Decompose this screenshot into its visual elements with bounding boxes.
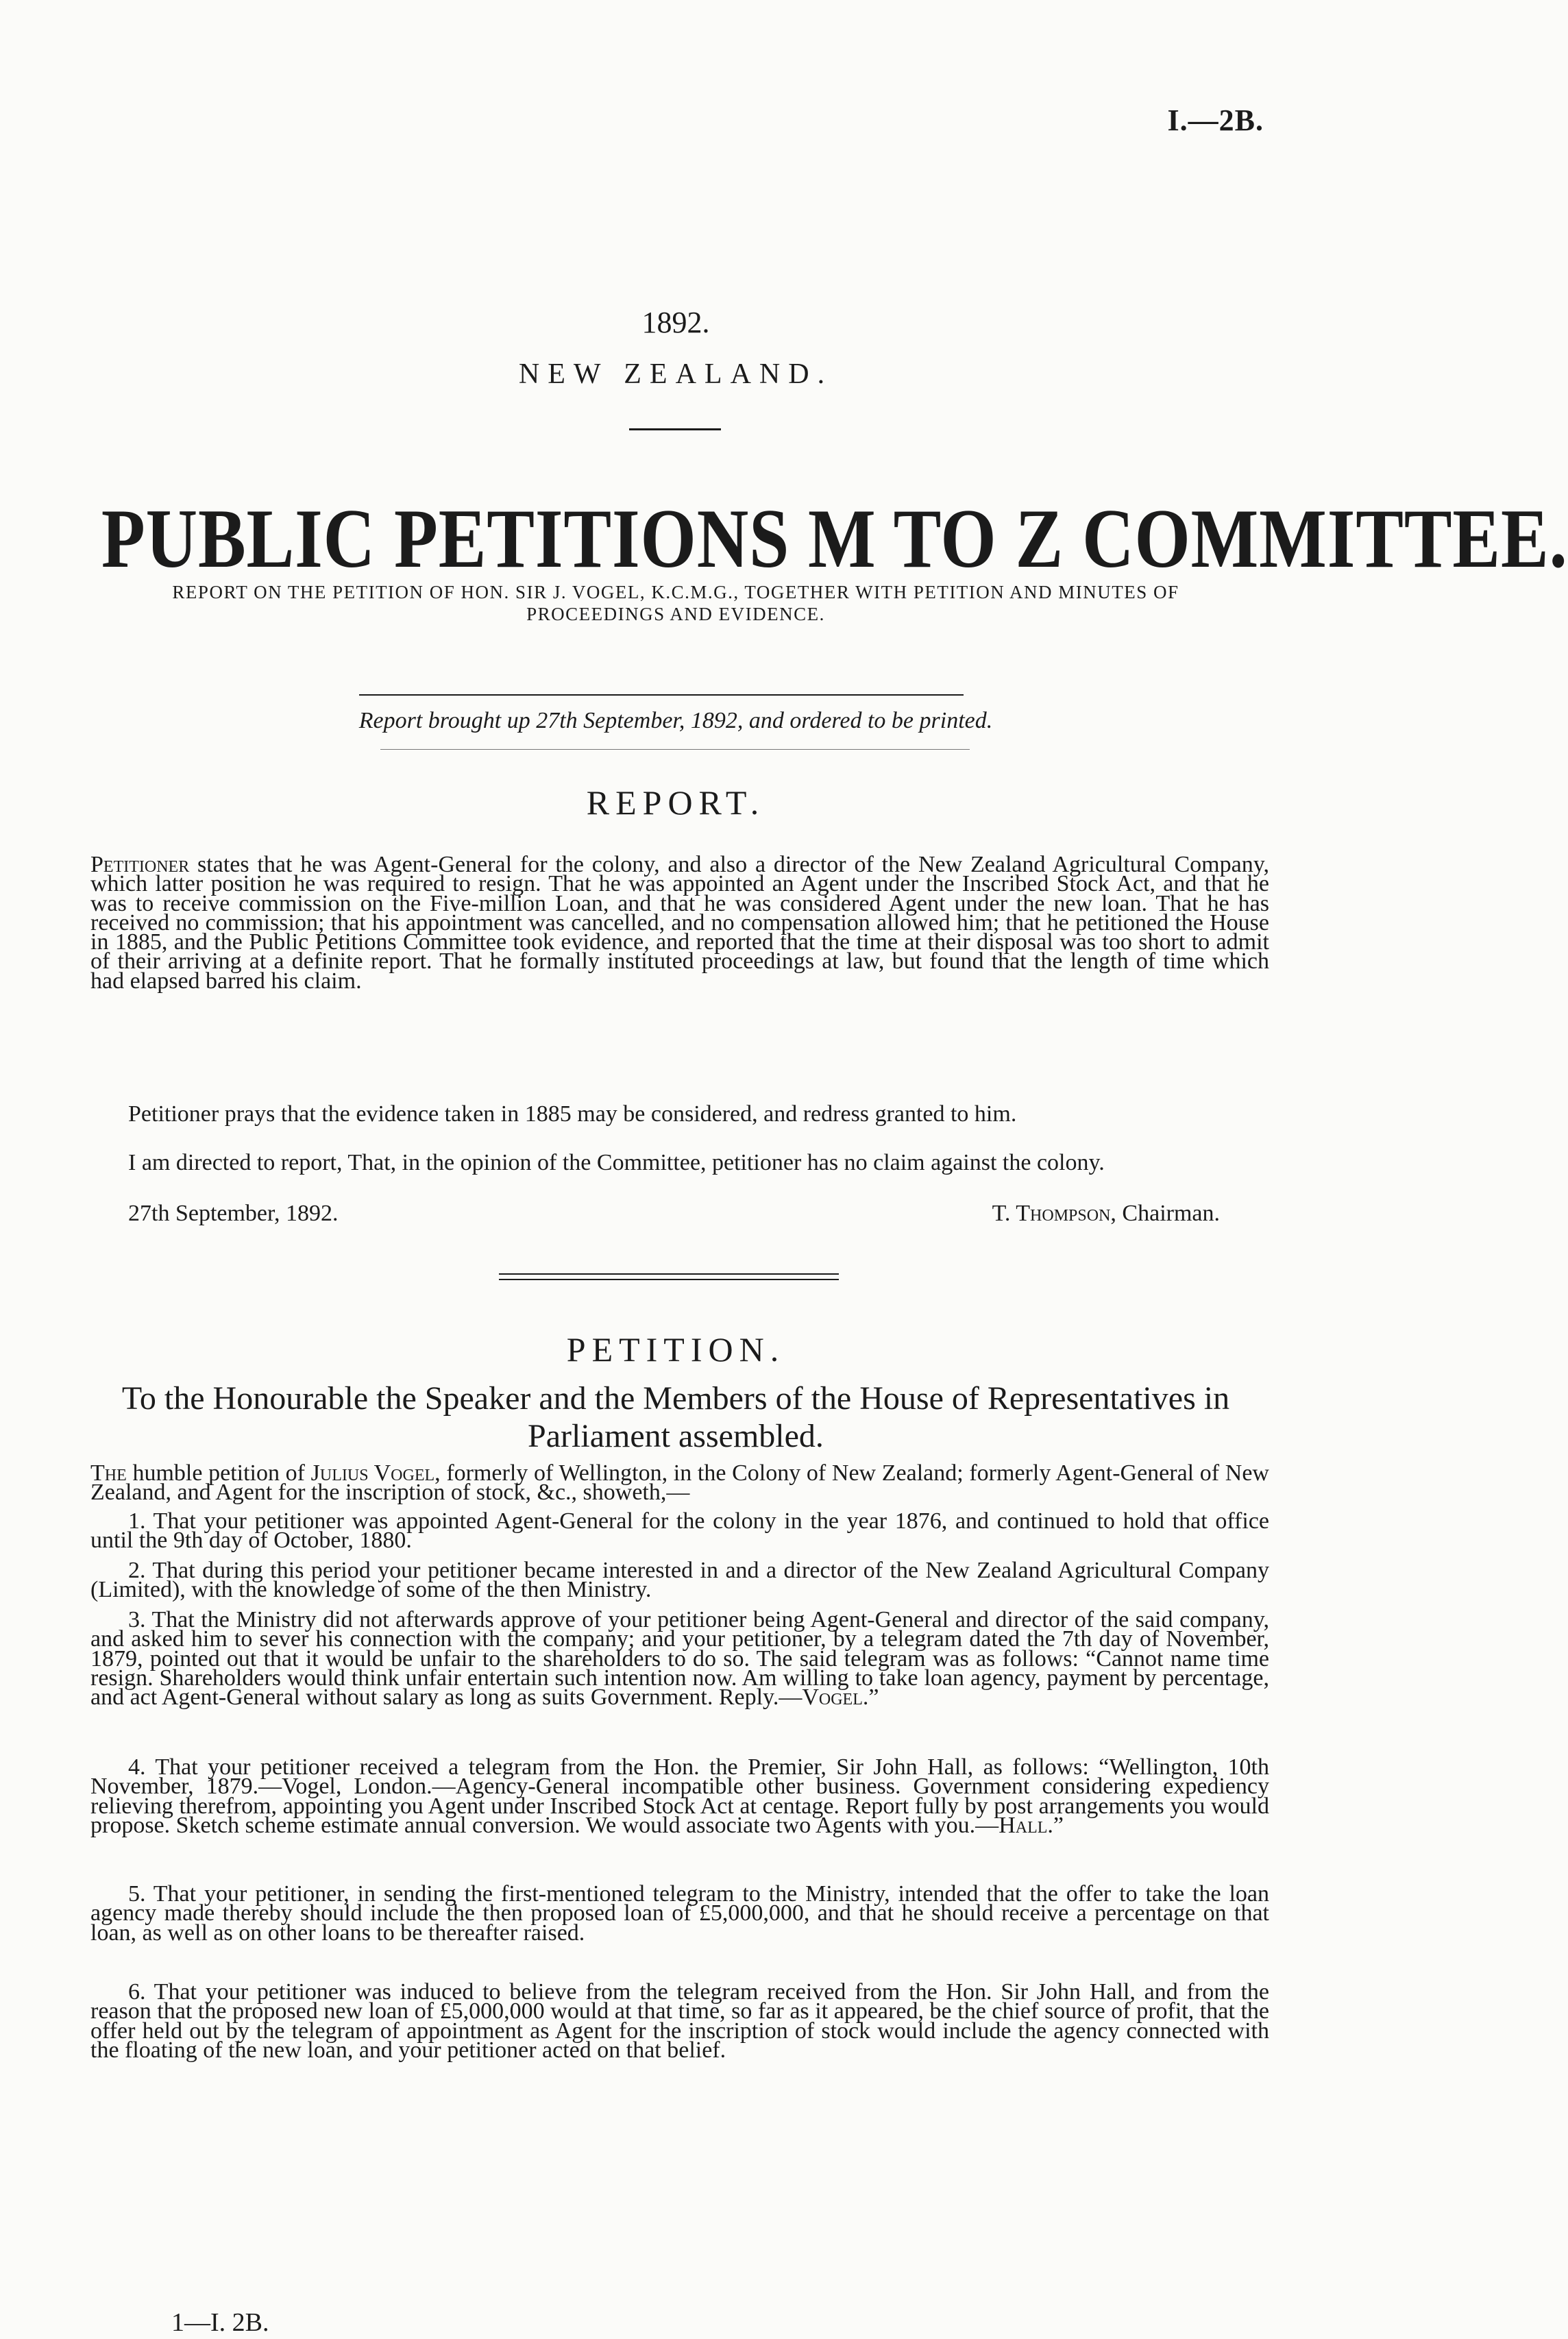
vogel-signature: Vogel	[802, 1685, 863, 1711]
report-date: 27th September, 1892.	[128, 1201, 339, 1226]
country-heading: NEW ZEALAND.	[518, 358, 833, 390]
petition-heading: PETITION.	[566, 1330, 785, 1369]
petition-item-1: 1. That your petitioner was appointed Agent-General for the colony in the year 1876, and continued to hold that office until the 9th day of October, 1880.	[90, 1508, 1269, 1554]
petition-item-6: 6. That your petitioner was induced to believe from the telegram received from the Hon. Sir John Hall, and from the reason that the proposed new loan of £5,000,000 would at that time, so far as it appeared, be the chief source of profit, that the offer held out by the telegram of appointment as Agent for the inscription of stock would include the agency connected with the floating of the new loan, and your petitioner acted on that belief.	[90, 1979, 1269, 2063]
petitioner-name: Julius Vogel	[310, 1460, 435, 1486]
report-signature-line	[128, 1201, 1220, 1227]
report-lead-word: Petitioner	[90, 852, 190, 877]
report-paragraph-2: Petitioner prays that the evidence taken in 1885 may be considered, and redress granted to him.	[128, 1101, 1017, 1127]
petition-item-4-end: .”	[1047, 1812, 1064, 1838]
petition-item-3-end: .”	[862, 1685, 879, 1711]
petition-lead-word: The	[90, 1460, 127, 1486]
brought-up-top-rule	[359, 694, 964, 696]
petition-item-2: 2. That during this period your petitioner became interested in and a director of the New Zealand Agricultural Company (Limited), with the knowledge of some of the then Ministry.	[90, 1558, 1269, 1603]
petition-intro-text-a: humble petition of	[126, 1460, 311, 1486]
report-signatory	[992, 1201, 1220, 1227]
page-signature-ref: 1—I. 2B.	[171, 2308, 269, 2337]
title-divider	[629, 428, 721, 430]
petition-item-3-text: 3. That the Ministry did not afterwards approve of your petitioner being Agent-General and director of the said company, and asked him to sever his connection with the company; and your petitioner, by a telegram dated the 7th day of November, 1879, pointed out that it would be unfair to the shareholders to do so. The said telegram was as follows: “Cannot name time resign. Shareholders would think unfair entertain such intention now. Am willing to take loan agency, payment by percentage, and act Agent-General without salary as long as suits Government. Reply.—	[90, 1607, 1269, 1711]
page-title: PUBLIC PETITIONS M TO Z COMMITTEE.	[101, 491, 1568, 585]
petition-item-4	[90, 1754, 1269, 1838]
brought-up-note: Report brought up 27th September, 1892, and ordered to be printed.	[358, 708, 993, 733]
document-year: 1892.	[641, 306, 710, 339]
petition-item-4-text: 4. That your petitioner received a telegram from the Hon. the Premier, Sir John Hall, as follows: “Wellington, 10th November, 1879.—Vogel, London.—Agency-General incompatible other business. Government considering expediency relieving therefrom, appointing you Agent under Inscribed Stock Act at centage. Report fully by post arrangements you would propose. Sketch scheme estimate annual conversion. We would associate two Agents with you.—	[90, 1754, 1269, 1838]
petition-item-5: 5. That your petitioner, in sending the first-mentioned telegram to the Ministry, intended that the offer to take the loan agency made thereby should include the then proposed loan of £5,000,000, and that he should receive a percentage on that loan, as well as on other loans to be thereafter raised.	[90, 1881, 1269, 1946]
report-paragraph-3: I am directed to report, That, in the opinion of the Committee, petitioner has no claim against the colony.	[128, 1150, 1105, 1175]
petition-item-3	[90, 1607, 1269, 1711]
signatory-role: , Chairman.	[1110, 1201, 1220, 1226]
page-reference: I.—2B.	[1167, 103, 1264, 137]
report-paragraph-1	[90, 852, 1269, 994]
hall-signature: Hall	[999, 1812, 1048, 1838]
report-heading: REPORT.	[586, 783, 765, 822]
section-double-rule-bottom	[499, 1279, 839, 1280]
petition-address: To the Honourable the Speaker and the Members of the House of Representatives in Parliament assembled.	[121, 1380, 1230, 1454]
document-subtitle: REPORT ON THE PETITION OF HON. SIR J. VOGEL, K.C.M.G., TOGETHER WITH PETITION AND MINUTES OF PROCEEDINGS AND EVIDENCE.	[172, 582, 1179, 624]
brought-up-bottom-rule	[380, 749, 970, 750]
section-double-rule-top	[499, 1273, 839, 1275]
petition-intro	[90, 1460, 1269, 1506]
petition-intro-text-b: , formerly of Wellington, in the Colony of New Zealand; formerly Agent-General of New Zealand, and Agent for the inscription of stock, &c., showeth,—	[90, 1460, 1269, 1506]
report-paragraph-1-text: states that he was Agent-General for the colony, and also a director of the New Zealand Agricultural Company, which latter position he was required to resign. That he was appointed an Agent under the Inscribed Stock Act, and that he was to receive commission on the Five-million Loan, and that he was considered Agent under the new loan. That he has received no commission; that his appointment was cancelled, and no compensation allowed him; that he petitioned the House in 1885, and the Public Petitions Committee took evidence, and reported that the time at their disposal was too short to admit of their arriving at a definite report. That he formally instituted proceedings at law, but found that the length of time which had elapsed barred his claim.	[90, 852, 1269, 994]
signatory-name: T. Thompson	[992, 1201, 1111, 1226]
